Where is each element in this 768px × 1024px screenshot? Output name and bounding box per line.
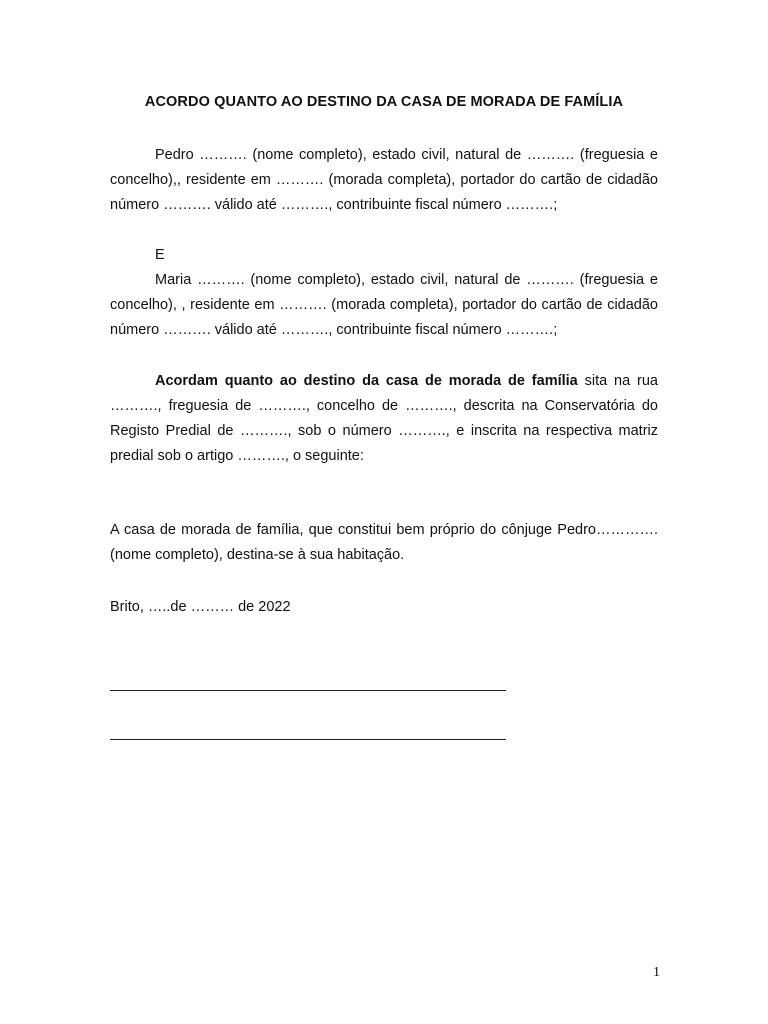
conjunction-e: E xyxy=(155,247,165,263)
signature-line-1 xyxy=(110,690,506,691)
date-line: Brito, …..de ……… de 2022 xyxy=(110,599,291,615)
signature-line-2 xyxy=(110,739,506,740)
agreement-paragraph xyxy=(110,369,658,469)
agreement-rest-text: sita na rua ………., freguesia de ………., concelho de ………., descrita na Conservatória do Registo Predial de ………., sob o número ………., e inscrita na respectiva matriz predial sob o artigo ………., o seguinte: xyxy=(110,373,658,464)
page-number: 1 xyxy=(653,965,660,980)
clause-paragraph: A casa de morada de família, que constitui bem próprio do cônjuge Pedro…………. (nome completo), destina-se à sua habitação. xyxy=(110,522,658,563)
document-title: ACORDO QUANTO AO DESTINO DA CASA DE MORADA DE FAMÍLIA xyxy=(144,94,624,110)
party1-paragraph: Pedro ………. (nome completo), estado civil, natural de ………. (freguesia e concelho),, residente em ………. (morada completa), portador do cartão de cidadão número ………. válido até ………., contribuinte fiscal número ……….; xyxy=(110,147,658,213)
agreement-bold-text: Acordam quanto ao destino da casa de morada de família xyxy=(155,373,578,389)
party2-paragraph: Maria ………. (nome completo), estado civil, natural de ………. (freguesia e concelho), , residente em ………. (morada completa), portador do cartão de cidadão número ………. válido até ………., contribuinte fiscal número ……….; xyxy=(110,272,658,338)
